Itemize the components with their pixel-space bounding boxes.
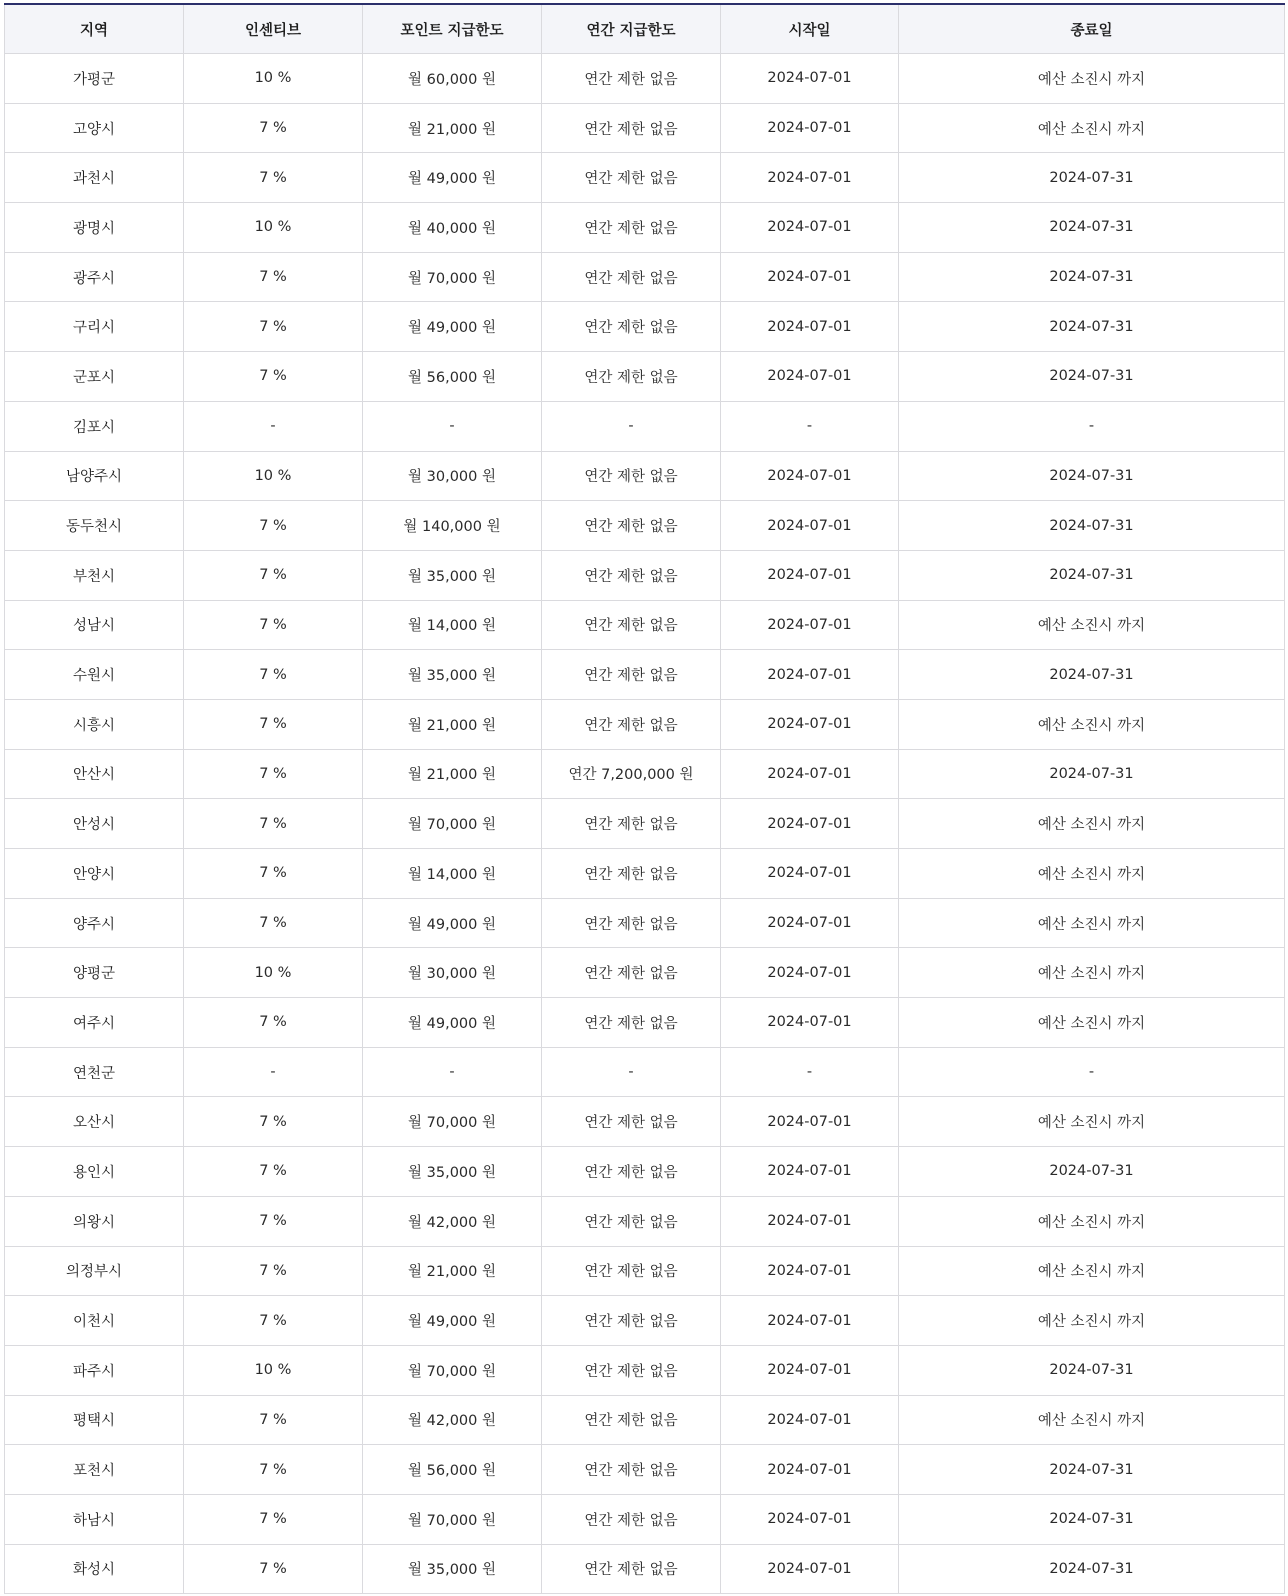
- cell-annual-limit: 연간 제한 없음: [542, 203, 721, 253]
- cell-end-date: 2024-07-31: [899, 1147, 1285, 1197]
- cell-end-date: 예산 소진시 까지: [899, 998, 1285, 1048]
- cell-point-limit: 월 21,000 원: [363, 1246, 542, 1296]
- cell-start-date: 2024-07-01: [721, 749, 899, 799]
- cell-point-limit: 월 49,000 원: [363, 998, 542, 1048]
- table-row: [5, 1544, 1285, 1594]
- cell-point-limit: 월 60,000 원: [363, 54, 542, 104]
- cell-incentive: 7 %: [184, 1445, 363, 1495]
- cell-start-date: 2024-07-01: [721, 1296, 899, 1346]
- cell-annual-limit: 연간 제한 없음: [542, 1296, 721, 1346]
- table-row: [5, 501, 1285, 551]
- cell-point-limit: 월 35,000 원: [363, 1544, 542, 1594]
- cell-region: 화성시: [5, 1544, 184, 1594]
- cell-start-date: 2024-07-01: [721, 898, 899, 948]
- cell-annual-limit: 연간 제한 없음: [542, 501, 721, 551]
- table-row: [5, 849, 1285, 899]
- cell-point-limit: 월 140,000 원: [363, 501, 542, 551]
- cell-incentive: 7 %: [184, 1196, 363, 1246]
- cell-incentive: 7 %: [184, 1246, 363, 1296]
- cell-point-limit: 월 21,000 원: [363, 103, 542, 153]
- table-row: [5, 451, 1285, 501]
- cell-annual-limit: 연간 제한 없음: [542, 1494, 721, 1544]
- cell-point-limit: 월 49,000 원: [363, 302, 542, 352]
- table-header: [5, 4, 1285, 54]
- table-row: [5, 1147, 1285, 1197]
- cell-incentive: 10 %: [184, 451, 363, 501]
- cell-incentive: 7 %: [184, 302, 363, 352]
- cell-point-limit: 월 30,000 원: [363, 451, 542, 501]
- cell-region: 시흥시: [5, 699, 184, 749]
- cell-incentive: 7 %: [184, 1494, 363, 1544]
- cell-incentive: 7 %: [184, 1147, 363, 1197]
- cell-start-date: 2024-07-01: [721, 849, 899, 899]
- cell-start-date: -: [721, 401, 899, 451]
- header-row: [5, 4, 1285, 54]
- cell-start-date: 2024-07-01: [721, 699, 899, 749]
- cell-region: 고양시: [5, 103, 184, 153]
- cell-annual-limit: 연간 제한 없음: [542, 1445, 721, 1495]
- cell-point-limit: 월 49,000 원: [363, 153, 542, 203]
- cell-region: 광주시: [5, 252, 184, 302]
- cell-end-date: 예산 소진시 까지: [899, 849, 1285, 899]
- cell-start-date: 2024-07-01: [721, 302, 899, 352]
- cell-region: 의정부시: [5, 1246, 184, 1296]
- cell-incentive: 7 %: [184, 749, 363, 799]
- cell-end-date: 예산 소진시 까지: [899, 600, 1285, 650]
- cell-point-limit: 월 70,000 원: [363, 1345, 542, 1395]
- cell-incentive: 7 %: [184, 252, 363, 302]
- cell-start-date: -: [721, 1047, 899, 1097]
- cell-incentive: 7 %: [184, 103, 363, 153]
- cell-start-date: 2024-07-01: [721, 203, 899, 253]
- cell-point-limit: 월 40,000 원: [363, 203, 542, 253]
- header-start-date: 시작일: [721, 4, 899, 54]
- table-row: [5, 550, 1285, 600]
- table-row: [5, 302, 1285, 352]
- cell-region: 광명시: [5, 203, 184, 253]
- cell-incentive: 7 %: [184, 600, 363, 650]
- cell-incentive: -: [184, 1047, 363, 1097]
- cell-end-date: 예산 소진시 까지: [899, 1196, 1285, 1246]
- cell-point-limit: 월 21,000 원: [363, 749, 542, 799]
- cell-start-date: 2024-07-01: [721, 103, 899, 153]
- cell-end-date: 2024-07-31: [899, 252, 1285, 302]
- cell-start-date: 2024-07-01: [721, 650, 899, 700]
- cell-point-limit: 월 35,000 원: [363, 1147, 542, 1197]
- cell-region: 동두천시: [5, 501, 184, 551]
- cell-point-limit: -: [363, 1047, 542, 1097]
- cell-region: 구리시: [5, 302, 184, 352]
- cell-point-limit: 월 21,000 원: [363, 699, 542, 749]
- cell-end-date: 2024-07-31: [899, 203, 1285, 253]
- cell-incentive: 10 %: [184, 948, 363, 998]
- cell-start-date: 2024-07-01: [721, 1445, 899, 1495]
- cell-start-date: 2024-07-01: [721, 1097, 899, 1147]
- cell-end-date: 2024-07-31: [899, 1494, 1285, 1544]
- cell-start-date: 2024-07-01: [721, 501, 899, 551]
- cell-region: 포천시: [5, 1445, 184, 1495]
- cell-region: 양주시: [5, 898, 184, 948]
- cell-point-limit: 월 30,000 원: [363, 948, 542, 998]
- cell-end-date: 2024-07-31: [899, 352, 1285, 402]
- cell-region: 안양시: [5, 849, 184, 899]
- cell-annual-limit: 연간 제한 없음: [542, 103, 721, 153]
- table-row: [5, 948, 1285, 998]
- table-row: [5, 1097, 1285, 1147]
- cell-end-date: 2024-07-31: [899, 1445, 1285, 1495]
- cell-point-limit: 월 14,000 원: [363, 849, 542, 899]
- cell-annual-limit: 연간 제한 없음: [542, 54, 721, 104]
- cell-end-date: 2024-07-31: [899, 153, 1285, 203]
- cell-end-date: 2024-07-31: [899, 550, 1285, 600]
- table-row: [5, 1494, 1285, 1544]
- cell-end-date: 예산 소진시 까지: [899, 948, 1285, 998]
- cell-annual-limit: 연간 제한 없음: [542, 252, 721, 302]
- table-row: [5, 1445, 1285, 1495]
- cell-annual-limit: 연간 제한 없음: [542, 550, 721, 600]
- cell-point-limit: 월 14,000 원: [363, 600, 542, 650]
- cell-end-date: 예산 소진시 까지: [899, 699, 1285, 749]
- cell-start-date: 2024-07-01: [721, 1147, 899, 1197]
- cell-end-date: 2024-07-31: [899, 302, 1285, 352]
- table-row: [5, 799, 1285, 849]
- header-annual-limit: 연간 지급한도: [542, 4, 721, 54]
- cell-annual-limit: 연간 제한 없음: [542, 302, 721, 352]
- cell-incentive: 10 %: [184, 203, 363, 253]
- cell-start-date: 2024-07-01: [721, 948, 899, 998]
- cell-incentive: 7 %: [184, 153, 363, 203]
- cell-start-date: 2024-07-01: [721, 1196, 899, 1246]
- cell-end-date: -: [899, 401, 1285, 451]
- cell-region: 평택시: [5, 1395, 184, 1445]
- cell-region: 가평군: [5, 54, 184, 104]
- cell-point-limit: 월 35,000 원: [363, 550, 542, 600]
- cell-end-date: 예산 소진시 까지: [899, 1097, 1285, 1147]
- table-row: [5, 650, 1285, 700]
- cell-region: 성남시: [5, 600, 184, 650]
- incentive-table: [4, 3, 1285, 1594]
- cell-incentive: 7 %: [184, 1097, 363, 1147]
- table-row: [5, 1395, 1285, 1445]
- cell-start-date: 2024-07-01: [721, 1345, 899, 1395]
- cell-annual-limit: 연간 제한 없음: [542, 600, 721, 650]
- table-row: [5, 749, 1285, 799]
- cell-incentive: 7 %: [184, 799, 363, 849]
- cell-end-date: 2024-07-31: [899, 1544, 1285, 1594]
- cell-annual-limit: 연간 제한 없음: [542, 1097, 721, 1147]
- header-region: 지역: [5, 4, 184, 54]
- cell-start-date: 2024-07-01: [721, 1395, 899, 1445]
- cell-annual-limit: 연간 7,200,000 원: [542, 749, 721, 799]
- table-row: [5, 352, 1285, 402]
- table-row: [5, 1345, 1285, 1395]
- cell-annual-limit: -: [542, 1047, 721, 1097]
- cell-end-date: 예산 소진시 까지: [899, 799, 1285, 849]
- cell-end-date: 2024-07-31: [899, 650, 1285, 700]
- cell-annual-limit: 연간 제한 없음: [542, 898, 721, 948]
- cell-region: 용인시: [5, 1147, 184, 1197]
- cell-end-date: 예산 소진시 까지: [899, 54, 1285, 104]
- cell-annual-limit: 연간 제한 없음: [542, 799, 721, 849]
- cell-end-date: 예산 소진시 까지: [899, 1296, 1285, 1346]
- cell-annual-limit: 연간 제한 없음: [542, 1196, 721, 1246]
- cell-start-date: 2024-07-01: [721, 54, 899, 104]
- cell-point-limit: 월 35,000 원: [363, 650, 542, 700]
- cell-end-date: 2024-07-31: [899, 1345, 1285, 1395]
- table-row: [5, 1047, 1285, 1097]
- table-row: [5, 898, 1285, 948]
- cell-incentive: 7 %: [184, 998, 363, 1048]
- cell-annual-limit: 연간 제한 없음: [542, 1246, 721, 1296]
- cell-incentive: 7 %: [184, 650, 363, 700]
- cell-start-date: 2024-07-01: [721, 252, 899, 302]
- cell-start-date: 2024-07-01: [721, 1494, 899, 1544]
- header-end-date: 종료일: [899, 4, 1285, 54]
- cell-incentive: 7 %: [184, 1296, 363, 1346]
- cell-region: 파주시: [5, 1345, 184, 1395]
- cell-start-date: 2024-07-01: [721, 153, 899, 203]
- cell-end-date: 예산 소진시 까지: [899, 898, 1285, 948]
- header-point-limit: 포인트 지급한도: [363, 4, 542, 54]
- table-row: [5, 1296, 1285, 1346]
- table-row: [5, 401, 1285, 451]
- table-row: [5, 1246, 1285, 1296]
- cell-annual-limit: 연간 제한 없음: [542, 1345, 721, 1395]
- cell-start-date: 2024-07-01: [721, 451, 899, 501]
- cell-region: 김포시: [5, 401, 184, 451]
- cell-annual-limit: 연간 제한 없음: [542, 451, 721, 501]
- cell-annual-limit: 연간 제한 없음: [542, 998, 721, 1048]
- table-row: [5, 699, 1285, 749]
- cell-start-date: 2024-07-01: [721, 1246, 899, 1296]
- cell-region: 여주시: [5, 998, 184, 1048]
- cell-start-date: 2024-07-01: [721, 550, 899, 600]
- cell-end-date: 2024-07-31: [899, 451, 1285, 501]
- cell-incentive: 7 %: [184, 550, 363, 600]
- cell-region: 오산시: [5, 1097, 184, 1147]
- cell-end-date: 예산 소진시 까지: [899, 1246, 1285, 1296]
- table-row: [5, 54, 1285, 104]
- cell-point-limit: 월 56,000 원: [363, 1445, 542, 1495]
- cell-annual-limit: 연간 제한 없음: [542, 153, 721, 203]
- cell-annual-limit: -: [542, 401, 721, 451]
- cell-end-date: 예산 소진시 까지: [899, 103, 1285, 153]
- table-row: [5, 1196, 1285, 1246]
- cell-region: 안산시: [5, 749, 184, 799]
- cell-point-limit: 월 70,000 원: [363, 799, 542, 849]
- cell-point-limit: 월 56,000 원: [363, 352, 542, 402]
- table-row: [5, 203, 1285, 253]
- table-row: [5, 998, 1285, 1048]
- cell-region: 의왕시: [5, 1196, 184, 1246]
- cell-start-date: 2024-07-01: [721, 998, 899, 1048]
- cell-end-date: 예산 소진시 까지: [899, 1395, 1285, 1445]
- cell-annual-limit: 연간 제한 없음: [542, 699, 721, 749]
- cell-annual-limit: 연간 제한 없음: [542, 1395, 721, 1445]
- cell-annual-limit: 연간 제한 없음: [542, 352, 721, 402]
- cell-incentive: 10 %: [184, 1345, 363, 1395]
- cell-incentive: 7 %: [184, 898, 363, 948]
- cell-point-limit: 월 49,000 원: [363, 1296, 542, 1346]
- cell-region: 안성시: [5, 799, 184, 849]
- table-row: [5, 600, 1285, 650]
- cell-end-date: 2024-07-31: [899, 501, 1285, 551]
- cell-incentive: -: [184, 401, 363, 451]
- cell-point-limit: 월 42,000 원: [363, 1395, 542, 1445]
- table-row: [5, 103, 1285, 153]
- cell-region: 과천시: [5, 153, 184, 203]
- cell-region: 부천시: [5, 550, 184, 600]
- cell-annual-limit: 연간 제한 없음: [542, 650, 721, 700]
- cell-region: 이천시: [5, 1296, 184, 1346]
- cell-incentive: 7 %: [184, 352, 363, 402]
- cell-incentive: 7 %: [184, 849, 363, 899]
- cell-region: 군포시: [5, 352, 184, 402]
- cell-region: 남양주시: [5, 451, 184, 501]
- cell-annual-limit: 연간 제한 없음: [542, 1544, 721, 1594]
- cell-incentive: 7 %: [184, 501, 363, 551]
- cell-point-limit: 월 70,000 원: [363, 252, 542, 302]
- table-body: [5, 54, 1285, 1594]
- cell-end-date: 2024-07-31: [899, 749, 1285, 799]
- cell-point-limit: 월 49,000 원: [363, 898, 542, 948]
- header-incentive: 인센티브: [184, 4, 363, 54]
- cell-start-date: 2024-07-01: [721, 600, 899, 650]
- cell-annual-limit: 연간 제한 없음: [542, 948, 721, 998]
- cell-annual-limit: 연간 제한 없음: [542, 849, 721, 899]
- cell-region: 하남시: [5, 1494, 184, 1544]
- cell-point-limit: 월 42,000 원: [363, 1196, 542, 1246]
- cell-annual-limit: 연간 제한 없음: [542, 1147, 721, 1197]
- cell-incentive: 7 %: [184, 699, 363, 749]
- cell-start-date: 2024-07-01: [721, 799, 899, 849]
- cell-region: 양평군: [5, 948, 184, 998]
- cell-incentive: 7 %: [184, 1395, 363, 1445]
- cell-point-limit: 월 70,000 원: [363, 1494, 542, 1544]
- cell-incentive: 10 %: [184, 54, 363, 104]
- table-row: [5, 252, 1285, 302]
- cell-region: 수원시: [5, 650, 184, 700]
- cell-start-date: 2024-07-01: [721, 1544, 899, 1594]
- cell-region: 연천군: [5, 1047, 184, 1097]
- cell-end-date: -: [899, 1047, 1285, 1097]
- cell-incentive: 7 %: [184, 1544, 363, 1594]
- table-row: [5, 153, 1285, 203]
- cell-point-limit: 월 70,000 원: [363, 1097, 542, 1147]
- incentive-table-container: [4, 3, 1284, 1594]
- cell-start-date: 2024-07-01: [721, 352, 899, 402]
- cell-point-limit: -: [363, 401, 542, 451]
